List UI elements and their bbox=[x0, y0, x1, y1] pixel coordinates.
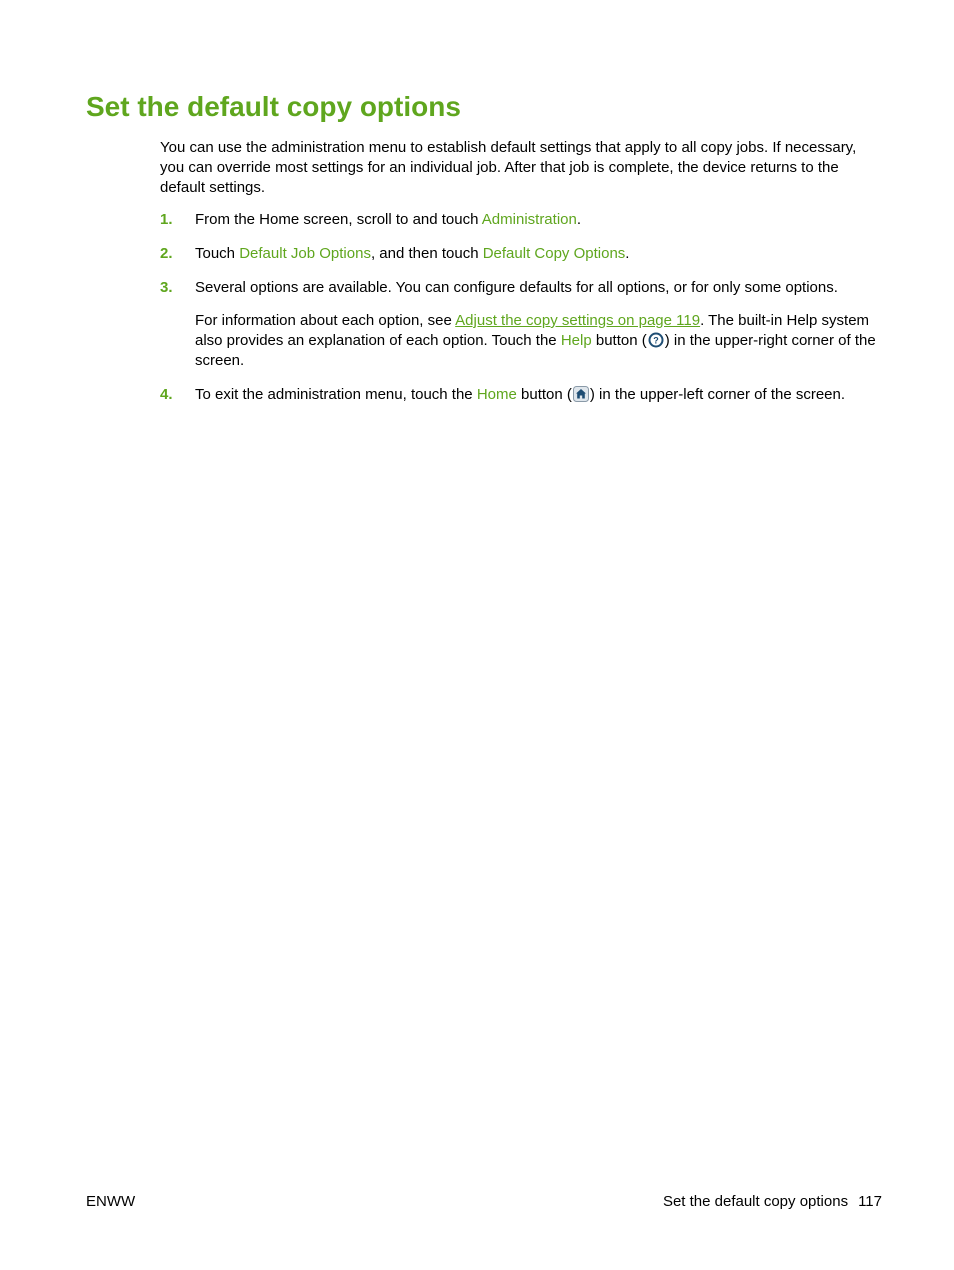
step-text-part: ) in the upper-left corner of the screen. bbox=[589, 386, 846, 403]
step-text-part: . bbox=[625, 245, 630, 262]
help-icon bbox=[648, 332, 664, 348]
step-detail-text bbox=[195, 311, 885, 371]
step-text bbox=[195, 385, 885, 405]
footer-page-info bbox=[663, 1192, 882, 1212]
step-number: 3. bbox=[160, 279, 173, 296]
page-number: 117 bbox=[858, 1193, 882, 1210]
step-text-part: . The built-in Help system also provides an explanation of each option. Touch the bbox=[195, 312, 870, 349]
default-copy-options-menu-item: Default Copy Options bbox=[482, 245, 626, 262]
step-text-part: To exit the administration menu, touch the bbox=[195, 386, 477, 403]
step-text-part: button ( bbox=[591, 332, 647, 349]
step-text-part: Touch bbox=[195, 245, 240, 262]
step-text bbox=[195, 210, 885, 230]
step-number: 1. bbox=[160, 211, 173, 228]
home-icon bbox=[573, 386, 589, 402]
svg-text:?: ? bbox=[652, 335, 659, 346]
step-text: Several options are available. You can configure defaults for all options, or for only some options. bbox=[195, 279, 838, 296]
step-text bbox=[195, 244, 885, 264]
step-text-part: button ( bbox=[516, 386, 572, 403]
footer-locale: ENWW bbox=[86, 1193, 136, 1210]
page-title: Set the default copy options bbox=[86, 91, 461, 122]
step-text-part: . bbox=[576, 211, 582, 228]
footer-section-title: Set the default copy options bbox=[662, 1193, 849, 1210]
step-number: 2. bbox=[160, 245, 173, 262]
step-number: 4. bbox=[160, 386, 173, 403]
help-button-name: Help bbox=[560, 332, 592, 349]
step-text-part: , and then touch bbox=[370, 245, 483, 262]
default-job-options-menu-item: Default Job Options bbox=[239, 245, 371, 262]
step-text-part: ) in the upper-right corner of the screen. bbox=[195, 332, 876, 369]
administration-menu-item: Administration bbox=[481, 211, 577, 228]
intro-paragraph: You can use the administration menu to establish default settings that apply to all copy jobs. If necessary, you can override most settings for an individual job. After that job is complete, the device returns to the default settings. bbox=[160, 139, 857, 196]
step-text-part: From the Home screen, scroll to and touch bbox=[195, 211, 482, 228]
home-button-name: Home bbox=[476, 386, 517, 403]
copy-settings-link[interactable]: Adjust the copy settings on page 119 bbox=[455, 312, 701, 329]
step-text-part: For information about each option, see bbox=[195, 312, 456, 329]
